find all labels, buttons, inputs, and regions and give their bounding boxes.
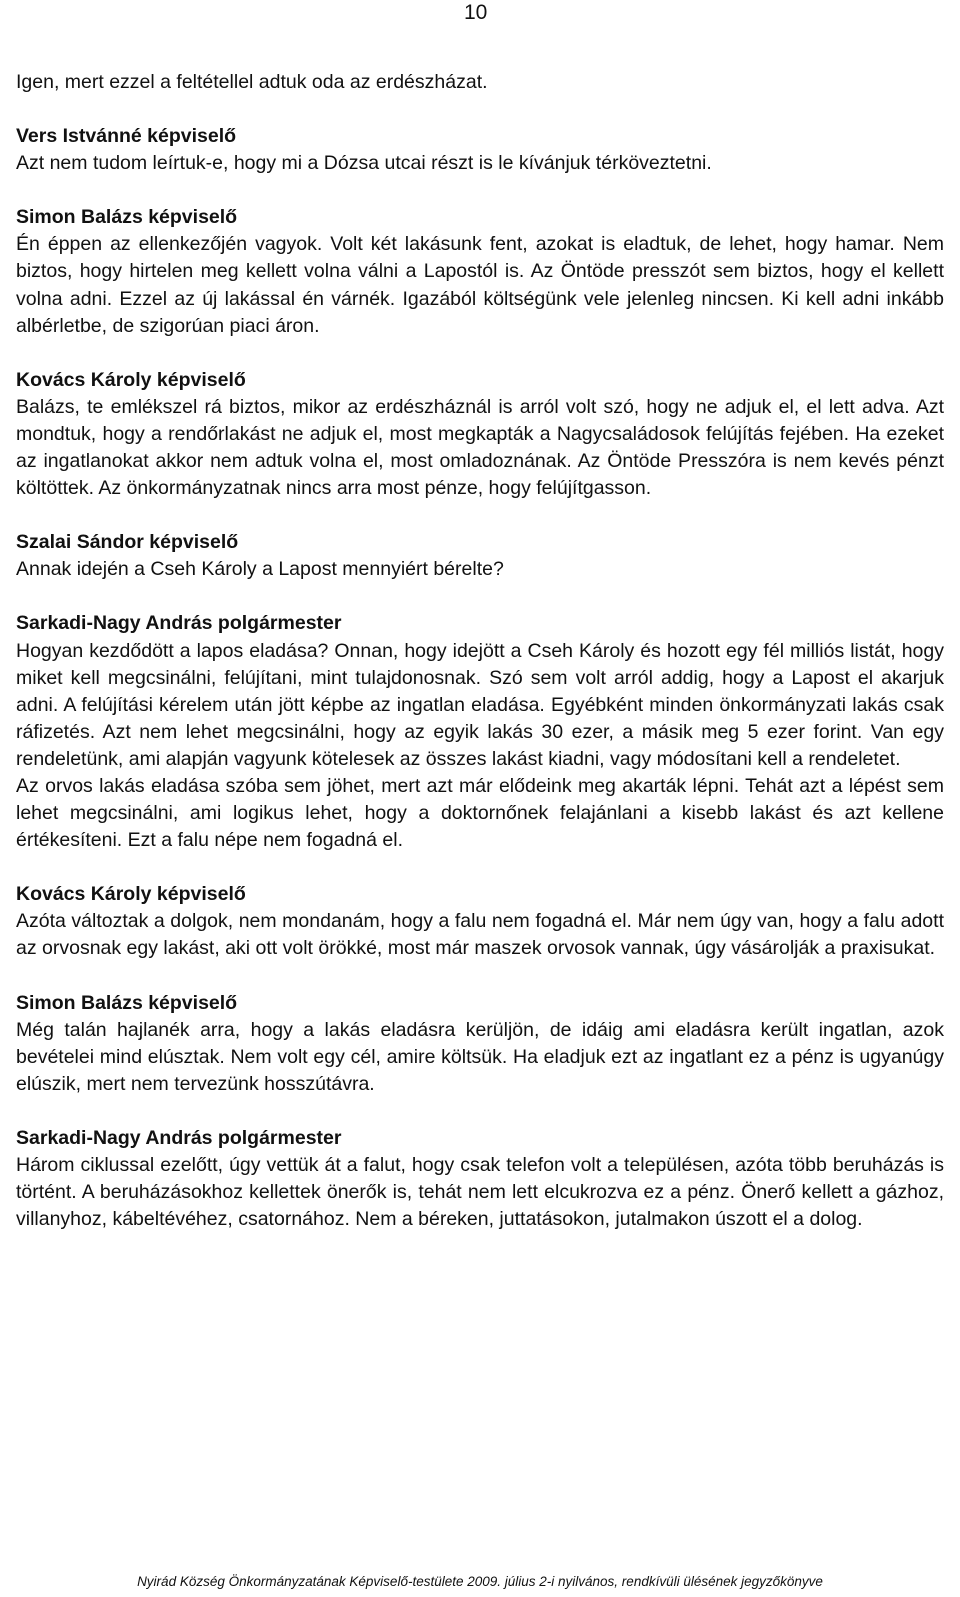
minutes-block [16,990,944,1098]
speech-paragraph: Azóta változtak a dolgok, nem mondanám, hogy a falu nem fogadná el. Már nem úgy van, hogy a falu adott az orvosnak egy lakást, aki ott volt örökké, most már maszek orvosok vannak, úgy vásárolják a praxisukat. [16,910,944,960]
speech-paragraph: Igen, mert ezzel a feltétellel adtuk oda az erdészházat. [16,71,488,93]
speaker-name: Simon Balázs képviselő [16,991,238,1014]
page-footer: Nyirád Község Önkormányzatának Képviselő-testülete 2009. július 2-i nyilvános, rendkívüli ülésének jegyzőkönyve [137,1574,823,1589]
speaker-name: Sarkadi-Nagy András polgármester [16,1126,342,1149]
speech-paragraph: Azt nem tudom leírtuk-e, hogy mi a Dózsa utcai részt is le kívánjuk térköveztetni. [16,152,712,175]
speaker-name: Vers Istvánné képviselő [16,125,237,148]
speaker-name: Kovács Károly képviselő [16,368,246,391]
minutes-block [16,69,944,96]
page-number: 10 [464,1,488,24]
speaker-name: Sarkadi-Nagy András polgármester [16,612,342,635]
speech-paragraph: Hogyan kezdődött a lapos eladása? Onnan, hogy idejött a Cseh Károly és hozott egy fél milliós listát, hogy miket kell megcsinálni, felújítani, mint tulajdonosnak. Szó sem volt arról addig, hogy a Lapost el akarjuk adni. A felújítási kérelem után jött képbe az ingatlan eladása. Egyébként minden önkormányzati lakás csak ráfizetés. Azt nem lehet megcsinálni, hogy az egyik lakás 30 ezer, a másik meg 5 ezer forint. Van egy rendeletünk, ami alapján vagyunk kötelesek az összes lakást kiadni, vagy módosítani kell a rendeletet. [16,639,944,770]
minutes-block [16,529,944,583]
speech-paragraph: Még talán hajlanék arra, hogy a lakás eladásra kerüljön, de idáig ami eladásra került ingatlan, azok bevételei mind elúsztak. Nem volt egy cél, amire költsük. Ha eladjuk ezt az ingatlant ez a pénz is ugyanúgy elúszik, mert nem tervezünk hosszútávra. [16,1018,944,1095]
speech-paragraph: Az orvos lakás eladása szóba sem jöhet, mert azt már elődeink meg akarták lépni. Tehát azt a lépést sem lehet megcsinálni, ami logikus lehet, hogy a doktornőnek felajánlani a kisebb lakást és azt kellene értékesíteni. Ezt a falu népe nem fogadná el. [16,774,944,852]
minutes-block [16,1125,944,1233]
speech-paragraph: Annak idején a Cseh Károly a Lapost mennyiért bérelte? [16,558,504,581]
minutes-body [16,69,944,1260]
minutes-block [16,881,944,962]
minutes-block [16,204,944,339]
speech-paragraph: Három ciklussal ezelőtt, úgy vettük át a falut, hogy csak telefon volt a településen, azóta több beruházás is történt. A beruházásokhoz kellettek önerők is, tehát nem lett elcukrozva ez a pénz. Önerő kellett a gázhoz, villanyhoz, kábeltévéhez, csatornához. Nem a béreken, juttatásokon, jutalmakon úszott el a dolog. [16,1154,944,1231]
speech-paragraph: Én éppen az ellenkezőjén vagyok. Volt két lakásunk fent, azokat is eladtuk, de lehet, hogy hamar. Nem biztos, hogy hirtelen meg kellett volna válni a Lapostól is. Az Öntöde presszót sem biztos, hogy el kellett volna adni. Ezzel az új lakással én várnék. Igazából költségünk vele jelenleg nincsen. Ki kell adni inkább albérletbe, de szigorúan piaci áron. [16,233,944,337]
minutes-block [16,610,944,854]
speaker-name: Szalai Sándor képviselő [16,531,239,554]
speaker-name: Kovács Károly képviselő [16,883,246,906]
speech-paragraph: Balázs, te emlékszel rá biztos, mikor az erdészháznál is arról volt szó, hogy ne adjuk el, el lett adva. Azt mondtuk, hogy a rendőrlakást ne adjuk el, most megkapták a Nagycsaládosok felújítás fejében. Ha ezeket az ingatlanokat akkor nem adtuk volna el, most omladoznának. Az Öntöde Presszóra is nem kevés pénzt költöttek. Az önkormányzatnak nincs arra most pénze, hogy felújítgasson. [16,395,944,500]
minutes-block [16,123,944,177]
speaker-name: Simon Balázs képviselő [16,206,238,229]
minutes-block [16,367,944,502]
